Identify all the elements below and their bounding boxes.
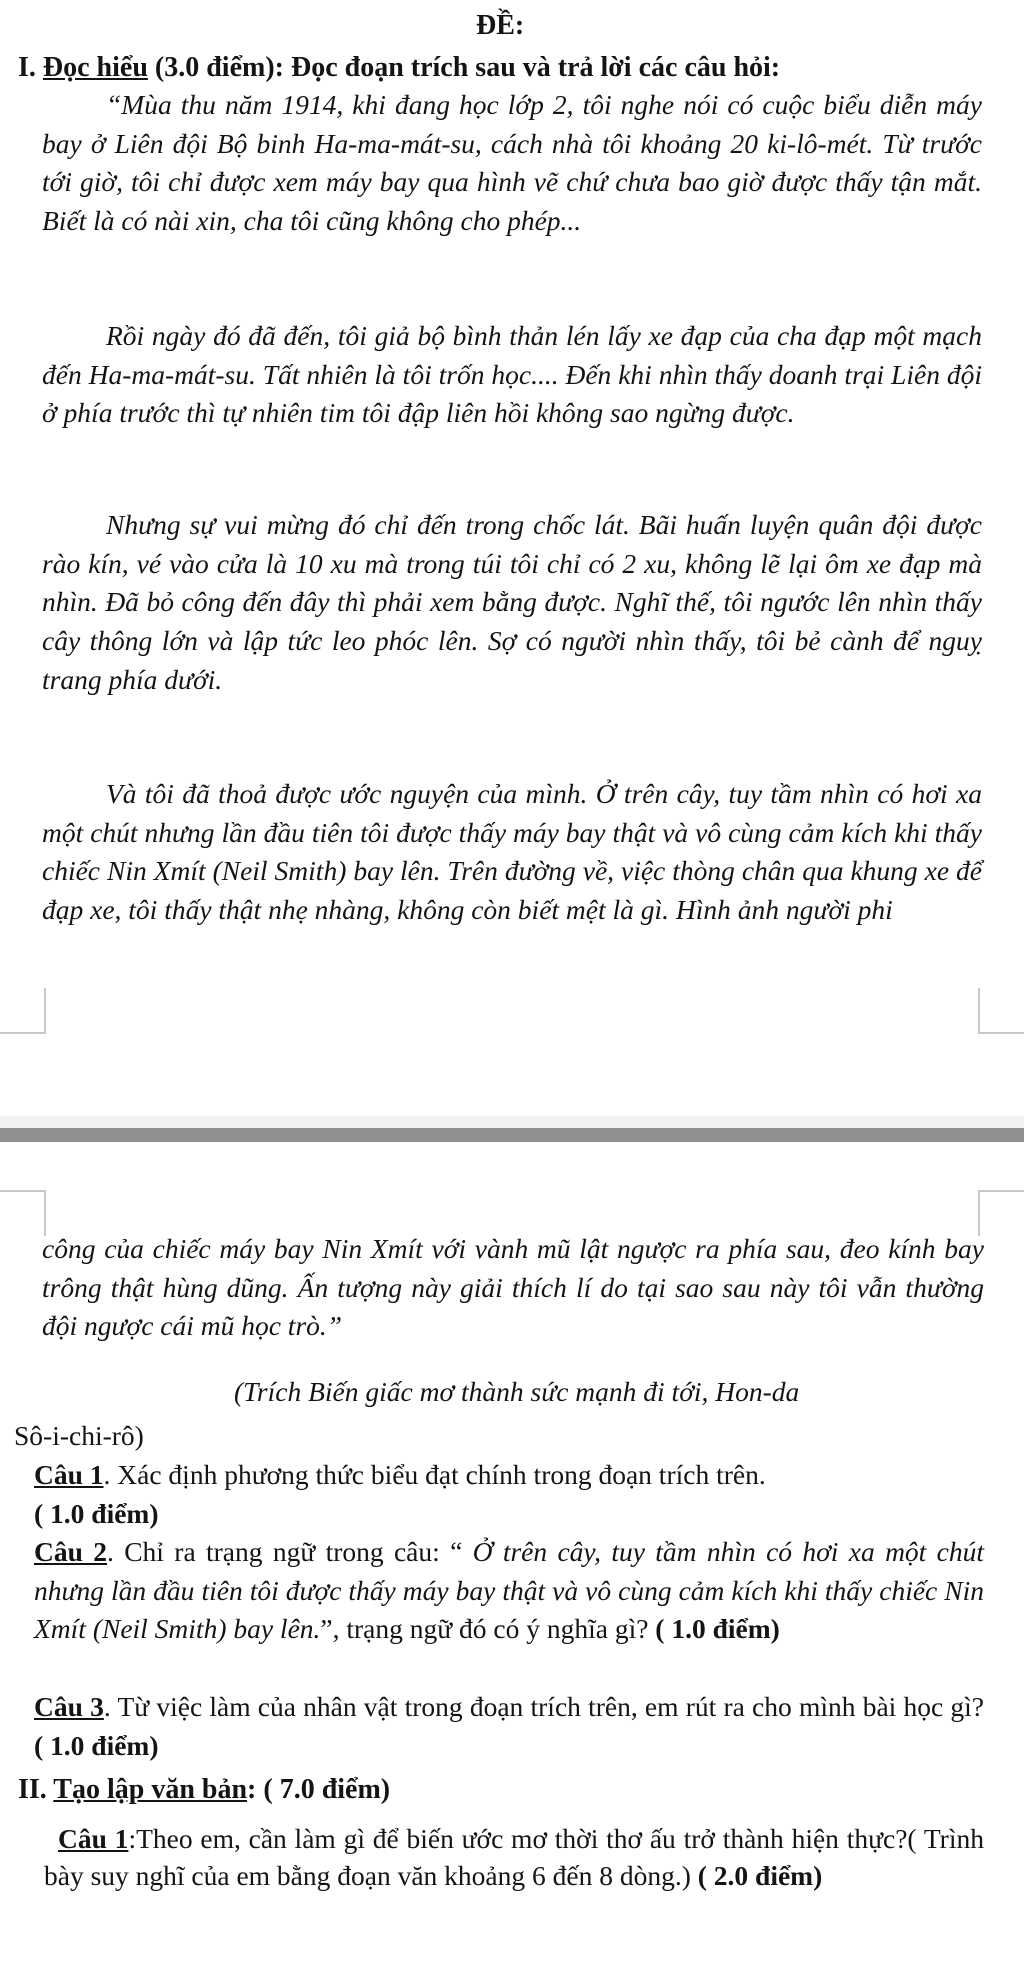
passage-paragraph-4-continued: công của chiếc máy bay Nin Xmít với vành mũ lật ngược ra phía sau, đeo kính bay trông thật hùng dũng. Ấn tượng này giải thích lí do tại sao sau này tôi vẫn thường đội ngược cái mũ học trò.” [42,1233,984,1342]
part1-heading-rest: (3.0 điểm): Đọc đoạn trích sau và trả lời các câu hỏi: [147,52,781,83]
part1-heading [18,52,780,84]
passage-paragraph-3: Nhưng sự vui mừng đó chỉ đến trong chốc lát. Bãi huấn luyện quân đội được rào kín, vé vào cửa là 10 xu mà trong túi tôi chỉ có 2 xu, không lẽ lại ôm xe đạp mà nhìn. Đã bỏ công đến đây thì phải xem bằng được. Nghĩ thế, tôi ngước lên nhìn thấy cây thông lớn và lập tức leo phóc lên. Sợ có người nhìn thấy, tôi bẻ cành để nguỵ trang phía dưới. [42,509,982,695]
part2-heading: II. Tạo lập văn bản: ( 7.0 điểm) [18,1774,391,1805]
question-1: Câu 1. Xác định phương thức biểu đạt chính trong đoạn trích trên. ( 1.0 điểm) [34,1459,766,1529]
question-3: Câu 3. Từ việc làm của nhân vật trong đoạn trích trên, em rút ra cho mình bài học gì? ( 1.0 điểm) [34,1691,984,1761]
page-corner-mark [978,988,1024,1034]
page-corner-mark [0,988,46,1034]
exam-title: ĐỀ: [476,10,525,41]
passage-paragraph-4: Và tôi đã thoả được ước nguyện của mình. Ở trên cây, tuy tầm nhìn có hơi xa một chút nhưng lần đầu tiên tôi được thấy máy bay thật và vô cùng cảm kích khi thấy chiếc Nin Xmít (Neil Smith) bay lên. Trên đường về, việc thòng chân qua khung xe để đạp xe, tôi thấy thật nhẹ nhàng, không còn biết mệt là gì. Hình ảnh người phi [42,778,982,926]
part1-heading-prefix: I. [18,52,43,83]
part2-question-1: Câu 1:Theo em, cần làm gì để biến ước mơ thời thơ ấu trở thành hiện thực?( Trình bày suy nghĩ của em bằng đoạn văn khoảng 6 đến 8 dòng.) ( 2.0 điểm) [44,1823,984,1891]
passage-paragraph-2: Rồi ngày đó đã đến, tôi giả bộ bình thản lén lấy xe đạp của cha đạp một mạch đến Ha-ma-mát-su. Tất nhiên là tôi trốn học.... Đến khi nhìn thấy doanh trại Liên đội ở phía trước thì tự nhiên tim tôi đập liên hồi không sao ngừng được. [42,320,982,429]
part1-heading-underlined [18,52,148,83]
part1-heading-title: Đọc hiểu [42,52,148,83]
page-shadow [0,1116,1024,1128]
passage-paragraph-1: “Mùa thu năm 1914, khi đang học lớp 2, tôi nghe nói có cuộc biểu diễn máy bay ở Liên đội Bộ binh Ha-ma-mát-su, cách nhà tôi khoảng 20 ki-lô-mét. Từ trước tới giờ, tôi chỉ được xem máy bay qua hình vẽ chứ chưa bao giờ được thấy tận mắt. Biết là có nài xin, cha tôi cũng không cho phép... [42,89,982,237]
page-corner-mark [978,1190,1024,1236]
source-citation-line1: (Trích Biến giấc mơ thành sức mạnh đi tới, Hon-da [234,1376,800,1407]
page-corner-mark [0,1190,46,1236]
page-separator [0,1128,1024,1142]
source-citation-line2: Sô-i-chi-rô) [14,1420,144,1451]
question-2: Câu 2. Chỉ ra trạng ngữ trong câu: “ Ở trên cây, tuy tầm nhìn có hơi xa một chút nhưng lần đầu tiên tôi được thấy máy bay thật và vô cùng cảm kích khi thấy chiếc Nin Xmít (Neil Smith) bay lên.”, trạng ngữ đó có ý nghĩa gì? ( 1.0 điểm) [34,1536,985,1645]
